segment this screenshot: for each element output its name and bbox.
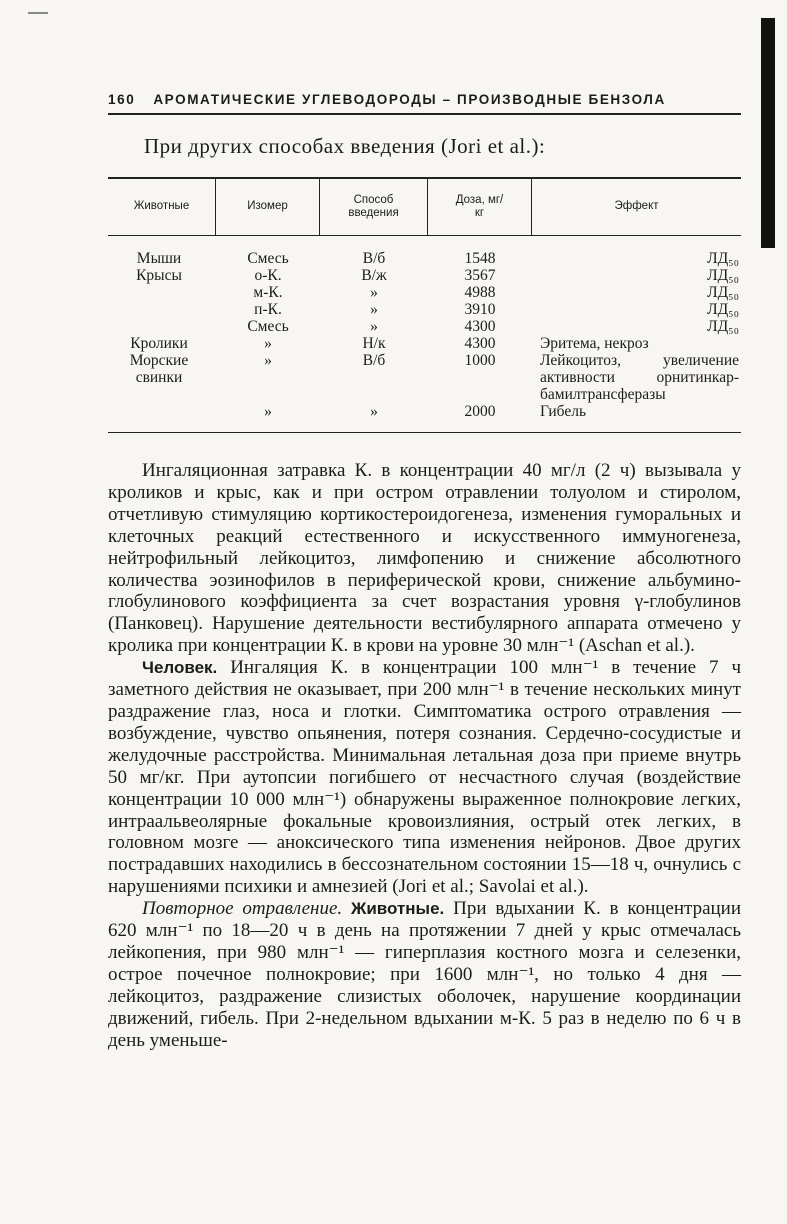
table-cell-route: »: [370, 300, 378, 318]
table-cell-animal: свинки: [135, 368, 183, 386]
table-cell-effect: Гибель: [540, 402, 587, 420]
table-row: [108, 284, 741, 301]
table-cell-effect: ЛД₅₀: [707, 266, 739, 284]
table-cell-route: [320, 386, 428, 403]
table-cell-animal: Морские: [129, 351, 189, 369]
column-header: Изомер: [216, 179, 320, 235]
table-cell-dose: 4300: [464, 334, 496, 352]
table-row: [108, 267, 741, 284]
data-table: [108, 177, 741, 433]
column-header-text: Доза, мг/кг: [455, 193, 504, 219]
table-cell-route: В/б: [362, 351, 386, 369]
table-cell-route: В/б: [362, 249, 386, 267]
paragraph-text: При вдыхании К. в концентрации 620 млн⁻¹ по 18—20 ч в день на протяжении 7 дней у крыс отмечалась лейкопения, при 980 млн⁻¹ — гиперплазия костного мозга и селезенки, острое почечное полнокровие; при 1600 млн⁻¹, но только 4 дня — лейкоцитоз, раздражение слизистых оболочек, нарушение координации движений, гибель. При 2-недельном вдыхании м-К. 5 раз в неделю по 6 ч в день уменьше-: [108, 898, 742, 1051]
table-cell-effect: ЛД₅₀: [707, 300, 739, 318]
table-row: [108, 301, 741, 318]
table-cell-animal: Кролики: [130, 334, 188, 352]
page-number: 160: [108, 92, 136, 107]
table-cell-route: В/ж: [361, 266, 387, 284]
table-cell-effect: Лейкоцитоз, увеличение: [540, 351, 739, 369]
body-text: [108, 460, 741, 1051]
table-row: [108, 386, 741, 403]
table-cell-animal: Крысы: [136, 266, 182, 284]
table-cell-dose: 4300: [464, 317, 496, 335]
table-cell-dose: 1548: [464, 249, 496, 267]
running-title: АРОМАТИЧЕСКИЕ УГЛЕВОДОРОДЫ – ПРОИЗВОДНЫЕ БЕНЗОЛА: [153, 92, 666, 107]
scan-edge-bar: [761, 18, 775, 248]
column-header: Животные: [108, 179, 216, 235]
table-cell-isomer: »: [264, 351, 272, 369]
table-cell-route: [320, 369, 428, 386]
table-cell-dose: 1000: [464, 351, 496, 369]
table-cell-route: Н/к: [362, 334, 386, 352]
column-header: Эффект: [614, 200, 659, 212]
running-header: [108, 92, 714, 107]
table-row: [108, 335, 741, 352]
table-cell-isomer: »: [264, 402, 272, 420]
table-cell-isomer: Смесь: [247, 317, 289, 335]
table-cell-animal: [108, 386, 216, 403]
table-cell-isomer: Смесь: [247, 249, 289, 267]
table-cell-effect: бамилтрансферазы: [540, 385, 666, 403]
table-cell-dose: 4988: [464, 283, 496, 301]
section-label: Человек.: [142, 658, 218, 678]
table-cell-effect: Эритема, некроз: [540, 334, 649, 352]
paragraph: [108, 898, 741, 1051]
column-header: [320, 179, 428, 235]
table-cell-dose: [428, 386, 532, 403]
table-cell-dose: 2000: [464, 402, 496, 420]
header-rule: [108, 113, 741, 115]
table-row: [108, 250, 741, 267]
table-cell-route: »: [370, 317, 378, 335]
paragraph-text: Ингаляция К. в концентрации 100 млн⁻¹ в течение 7 ч заметного действия не оказывает, при 200 млн⁻¹ в течение нескольких минут раздражение глаз, носа и глотки. Симптоматика острого отравления — возбуждение, чувство опьянения, потеря сознания. Сердечно-сосудистые и желудочные расстройства. Минимальная летальная доза при приеме внутрь 50 мг/кг. При аутопсии погибшего от несчастного случая (воздействие концентрации 10 000 млн⁻¹) обнаружены выраженное полнокровие легких, интраальвеолярные фокальные кровоизлияния, острый отек легких, в головном мозге — аноксического типа изменения нейронов. Двое других пострадавших находились в бессознательном состоянии 15—18 ч, очнулись с нарушениями психики и амнезией (Jori et al.; Savolai et al.).: [108, 657, 741, 898]
table-cell-dose: 3910: [464, 300, 496, 318]
table-cell-route: »: [370, 283, 378, 301]
table-cell-effect: ЛД₅₀: [707, 317, 739, 335]
table-cell-effect: ЛД₅₀: [707, 283, 739, 301]
table-cell-isomer: »: [264, 334, 272, 352]
table-row: [108, 403, 741, 420]
paragraph: Ингаляционная затравка К. в концентрации 40 мг/л (2 ч) вызывала у кроликов и крыс, как и при остром отравлении толуолом и стиролом, отчетливую стимуляцию кортикостероидогенеза, изменения гуморальных и клеточных реакций естественного и искусственного иммуногенеза, нейтрофильный лейкоцитоз, лимфопению и снижение абсолютного количества эозинофилов в периферической крови, снижение альбумино-глобулинового коэффициента за счет возрастания уровня γ-глобулинов (Панковец). Нарушение деятельности вестибулярного аппарата отмечено у кролика при концентрации К. в крови на уровне 30 млн⁻¹ (Aschan et al.).: [108, 460, 741, 657]
table-cell-route: »: [370, 402, 378, 420]
table-cell-animal: [108, 318, 216, 335]
table-row: [108, 369, 741, 386]
table-row: [108, 352, 741, 369]
column-header-text: Способ введения: [348, 193, 399, 219]
table-cell-dose: 3567: [464, 266, 496, 284]
table-cell-isomer: о-К.: [254, 266, 282, 284]
table-cell-animal: [108, 301, 216, 318]
scan-mark: [28, 12, 48, 14]
table-cell-isomer: п-К.: [254, 300, 282, 318]
section-heading: Повторное отравление.: [142, 898, 343, 920]
table-cell-isomer: [216, 386, 320, 403]
table-body: [108, 236, 741, 433]
paragraph: [108, 657, 741, 898]
table-cell-animal: Мыши: [136, 249, 182, 267]
table-cell-isomer: м-К.: [253, 283, 283, 301]
table-cell-isomer: [216, 369, 320, 386]
table-cell-effect: активности орнитинкар-: [540, 368, 739, 386]
table-cell-animal: [108, 403, 216, 420]
section-label: Животные.: [342, 899, 445, 919]
table-row: [108, 318, 741, 335]
table-cell-effect: ЛД₅₀: [707, 249, 739, 267]
table-caption: При других способах введения (Jori et al.):: [144, 134, 546, 158]
table-cell-dose: [428, 369, 532, 386]
column-header: [428, 179, 532, 235]
table-header: [108, 179, 741, 236]
table-cell-animal: [108, 284, 216, 301]
